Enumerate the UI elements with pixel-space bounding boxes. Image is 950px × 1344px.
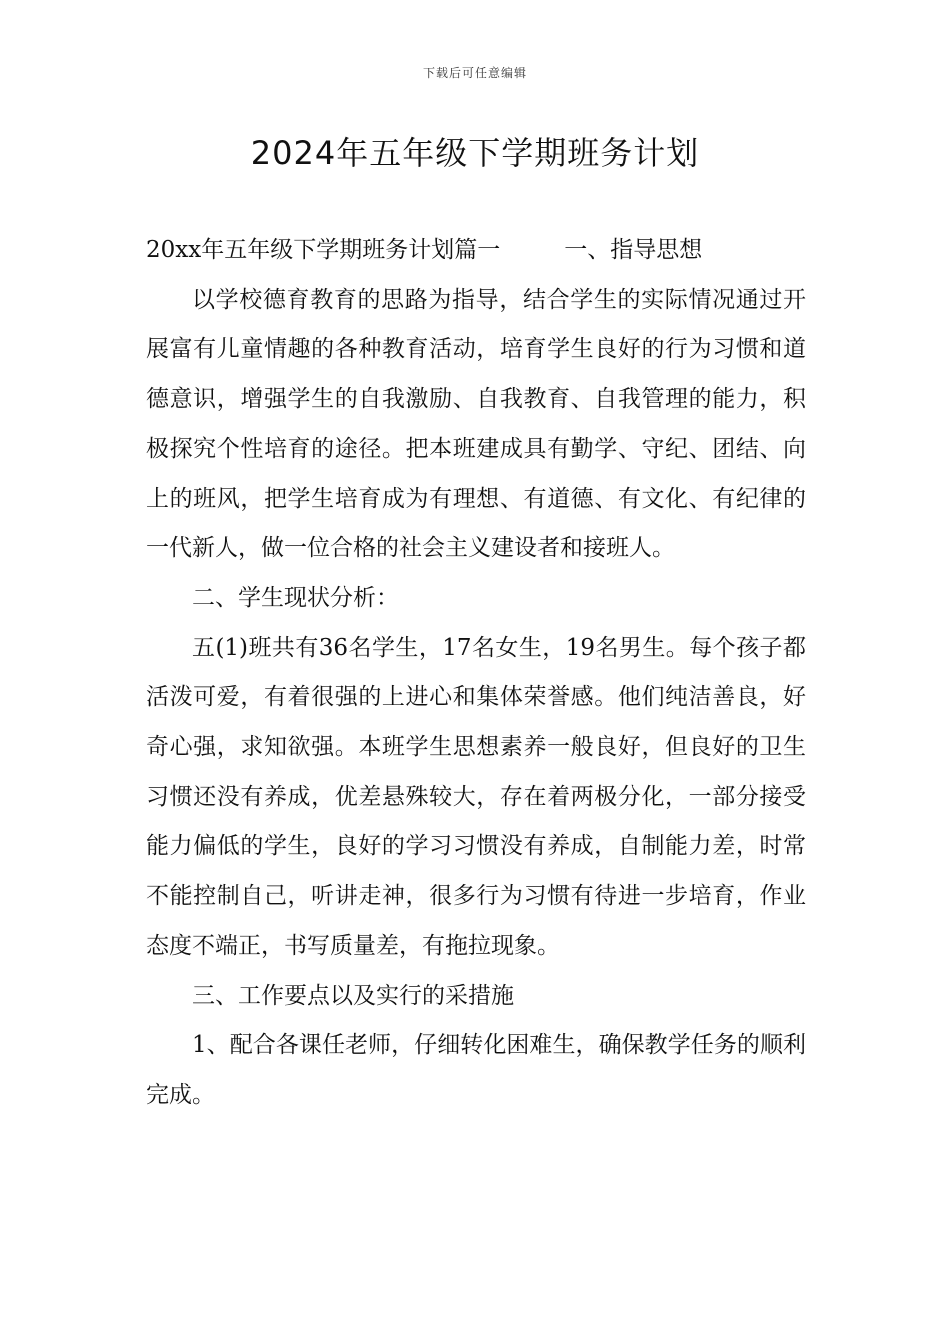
spacer <box>500 226 564 276</box>
document-title: 2024年五年级下学期班务计划 <box>250 134 700 172</box>
section-heading-work-points: 三、工作要点以及实行的采措施 <box>192 982 514 1009</box>
paragraph-guiding-ideology: 以学校德育教育的思路为指导，结合学生的实际情况通过开展富有儿童情趣的各种教育活动，培育学生良好的行为习惯和道德意识，增强学生的自我激励、自我教育、自我管理的能力，积极探究个性培育的途径。把本班建成具有勤学、守纪、团结、向上的班风，把学生培育成为有理想、有道德、有文化、有纪律的一代新人，做一位合格的社会主义建设者和接班人。 <box>146 286 806 562</box>
section-heading-student-analysis: 二、学生现状分析： <box>192 584 399 611</box>
document-body <box>146 226 806 1121</box>
paragraph-work-point-1: 1、配合各课任老师，仔细转化困难生，确保教学任务的顺利完成。 <box>146 1032 806 1108</box>
intro-line <box>146 226 806 276</box>
section-heading-guiding-ideology: 一、指导思想 <box>564 237 703 263</box>
header-note: 下载后可任意编辑 <box>422 66 527 80</box>
section-heading-intro: 20xx年五年级下学期班务计划篇一 <box>146 237 501 263</box>
paragraph-student-analysis: 五(1)班共有36名学生，17名女生，19名男生。每个孩子都活泼可爱，有着很强的上进心和集体荣誉感。他们纯洁善良，好奇心强，求知欲强。本班学生思想素养一般良好，但良好的卫生习惯还没有养成，优差悬殊较大，存在着两极分化，一部分接受能力偏低的学生，良好的学习习惯没有养成，自制能力差，时常不能控制自己，听讲走神，很多行为习惯有待进一步培育，作业态度不端正，书写质量差，有拖拉现象。 <box>146 634 806 959</box>
